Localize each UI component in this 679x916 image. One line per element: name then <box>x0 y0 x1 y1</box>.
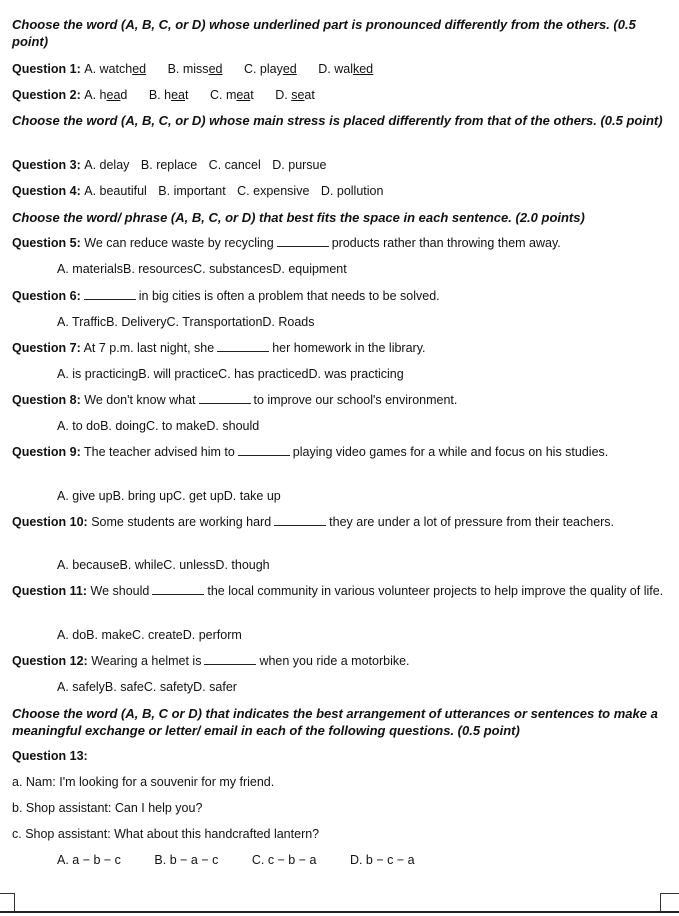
question-9 <box>12 444 667 461</box>
answer-blank[interactable] <box>238 444 290 456</box>
question-11 <box>12 583 667 600</box>
section-heading-arrangement: Choose the word (A, B, C or D) that indicates the best arrangement of utterances or sentences to make a meaningful exchange or letter/ email in each of the following questions. (0.5 point) <box>12 706 658 738</box>
question-label: Question 12: <box>12 654 88 668</box>
utterance-a: a. Nam: I'm looking for a souvenir for my friend. <box>12 775 275 789</box>
question-text: Some students are working hard <box>91 515 272 529</box>
question-text: playing video games for a while and focus on his studies. <box>292 445 609 459</box>
page-corner-right <box>660 893 679 912</box>
options-8[interactable]: A. to doB. doingC. to makeD. should <box>57 419 260 433</box>
question-7 <box>12 340 667 357</box>
question-1 <box>12 61 667 78</box>
options-5[interactable]: A. materialsB. resourcesC. substancesD. equipment <box>57 262 347 276</box>
question-label: Question 5: <box>12 236 81 250</box>
options-13 <box>57 852 667 869</box>
option-b[interactable]: B. important <box>158 184 226 198</box>
page-bottom-rule <box>0 911 679 913</box>
question-4 <box>12 183 667 200</box>
option-c[interactable]: C. played <box>243 62 297 76</box>
question-label: Question 8: <box>12 393 81 407</box>
question-text: products rather than throwing them away. <box>331 236 561 250</box>
answer-blank[interactable] <box>84 288 136 300</box>
page-corner-left <box>0 893 15 912</box>
option-c[interactable]: C. meat <box>209 88 254 102</box>
utterance-b: b. Shop assistant: Can I help you? <box>12 801 203 815</box>
option-b[interactable]: B. heat <box>148 88 189 102</box>
question-text: they are under a lot of pressure from their teachers. <box>329 515 615 529</box>
question-label: Question 11: <box>12 584 88 598</box>
option-b[interactable]: B. replace <box>140 158 198 172</box>
options-7[interactable]: A. is practicingB. will practiceC. has practicedD. was practicing <box>57 367 404 381</box>
question-text: in big cities is often a problem that needs to be solved. <box>138 289 440 303</box>
answer-blank[interactable] <box>199 392 251 404</box>
question-13-label: Question 13: <box>12 749 88 763</box>
answer-blank[interactable] <box>152 583 204 595</box>
question-label: Question 9: <box>12 445 81 459</box>
option-b[interactable]: B. b − a − c <box>154 853 219 867</box>
options-12[interactable]: A. safelyB. safeC. safetyD. safer <box>57 680 237 694</box>
question-text: The teacher advised him to <box>84 445 235 459</box>
option-b[interactable]: B. missed <box>167 62 223 76</box>
question-label: Question 3: <box>12 158 81 172</box>
options-11[interactable]: A. doB. makeC. createD. perform <box>57 628 242 642</box>
question-label: Question 1: <box>12 62 81 76</box>
options-9[interactable]: A. give upB. bring upC. get upD. take up <box>57 489 281 503</box>
question-text: At 7 p.m. last night, she <box>83 341 215 355</box>
question-text: We can reduce waste by recycling <box>84 236 274 250</box>
option-c[interactable]: C. c − b − a <box>251 853 317 867</box>
answer-blank[interactable] <box>204 653 256 665</box>
question-text: We should <box>90 584 150 598</box>
question-text: to improve our school's environment. <box>253 393 458 407</box>
question-3 <box>12 157 667 174</box>
question-label: Question 4: <box>12 184 81 198</box>
option-d[interactable]: D. b − c − a <box>349 853 415 867</box>
question-12 <box>12 653 667 670</box>
option-d[interactable]: D. walked <box>318 62 374 76</box>
question-label: Question 10: <box>12 515 88 529</box>
section-heading-pronunciation: Choose the word (A, B, C, or D) whose underlined part is pronounced differently from the others. (0.5 point) <box>12 17 636 49</box>
option-a[interactable]: A. delay <box>84 158 130 172</box>
option-a[interactable]: A. head <box>84 88 128 102</box>
question-text: when you ride a motorbike. <box>259 654 410 668</box>
option-d[interactable]: D. seat <box>275 88 315 102</box>
option-a[interactable]: A. a − b − c <box>57 853 121 867</box>
question-text: We don't know what <box>84 393 196 407</box>
option-a[interactable]: A. beautiful <box>84 184 147 198</box>
question-8 <box>12 392 667 409</box>
question-label: Question 7: <box>12 341 81 355</box>
question-text: the local community in various volunteer projects to help improve the quality of life. <box>207 584 664 598</box>
question-text: Wearing a helmet is <box>91 654 202 668</box>
question-5 <box>12 235 667 252</box>
question-label: Question 2: <box>12 88 81 102</box>
question-2 <box>12 87 667 104</box>
question-6 <box>12 288 667 305</box>
option-d[interactable]: D. pollution <box>320 184 384 198</box>
option-c[interactable]: C. cancel <box>208 158 261 172</box>
question-text: her homework in the library. <box>272 341 426 355</box>
section-heading-stress: Choose the word (A, B, C, or D) whose main stress is placed differently from that of the others. (0.5 point) <box>12 113 663 128</box>
section-heading-fill-blank: Choose the word/ phrase (A, B, C, or D) that best fits the space in each sentence. (2.0 points) <box>12 210 585 225</box>
options-10[interactable]: A. becauseB. whileC. unlessD. though <box>57 558 270 572</box>
answer-blank[interactable] <box>277 235 329 247</box>
options-6[interactable]: A. TrafficB. DeliveryC. TransportationD. Roads <box>57 315 315 329</box>
answer-blank[interactable] <box>217 340 269 352</box>
option-d[interactable]: D. pursue <box>272 158 327 172</box>
option-a[interactable]: A. watched <box>84 62 147 76</box>
utterance-c: c. Shop assistant: What about this handcrafted lantern? <box>12 827 320 841</box>
answer-blank[interactable] <box>274 514 326 526</box>
option-c[interactable]: C. expensive <box>237 184 310 198</box>
question-10 <box>12 514 667 531</box>
question-label: Question 6: <box>12 289 81 303</box>
